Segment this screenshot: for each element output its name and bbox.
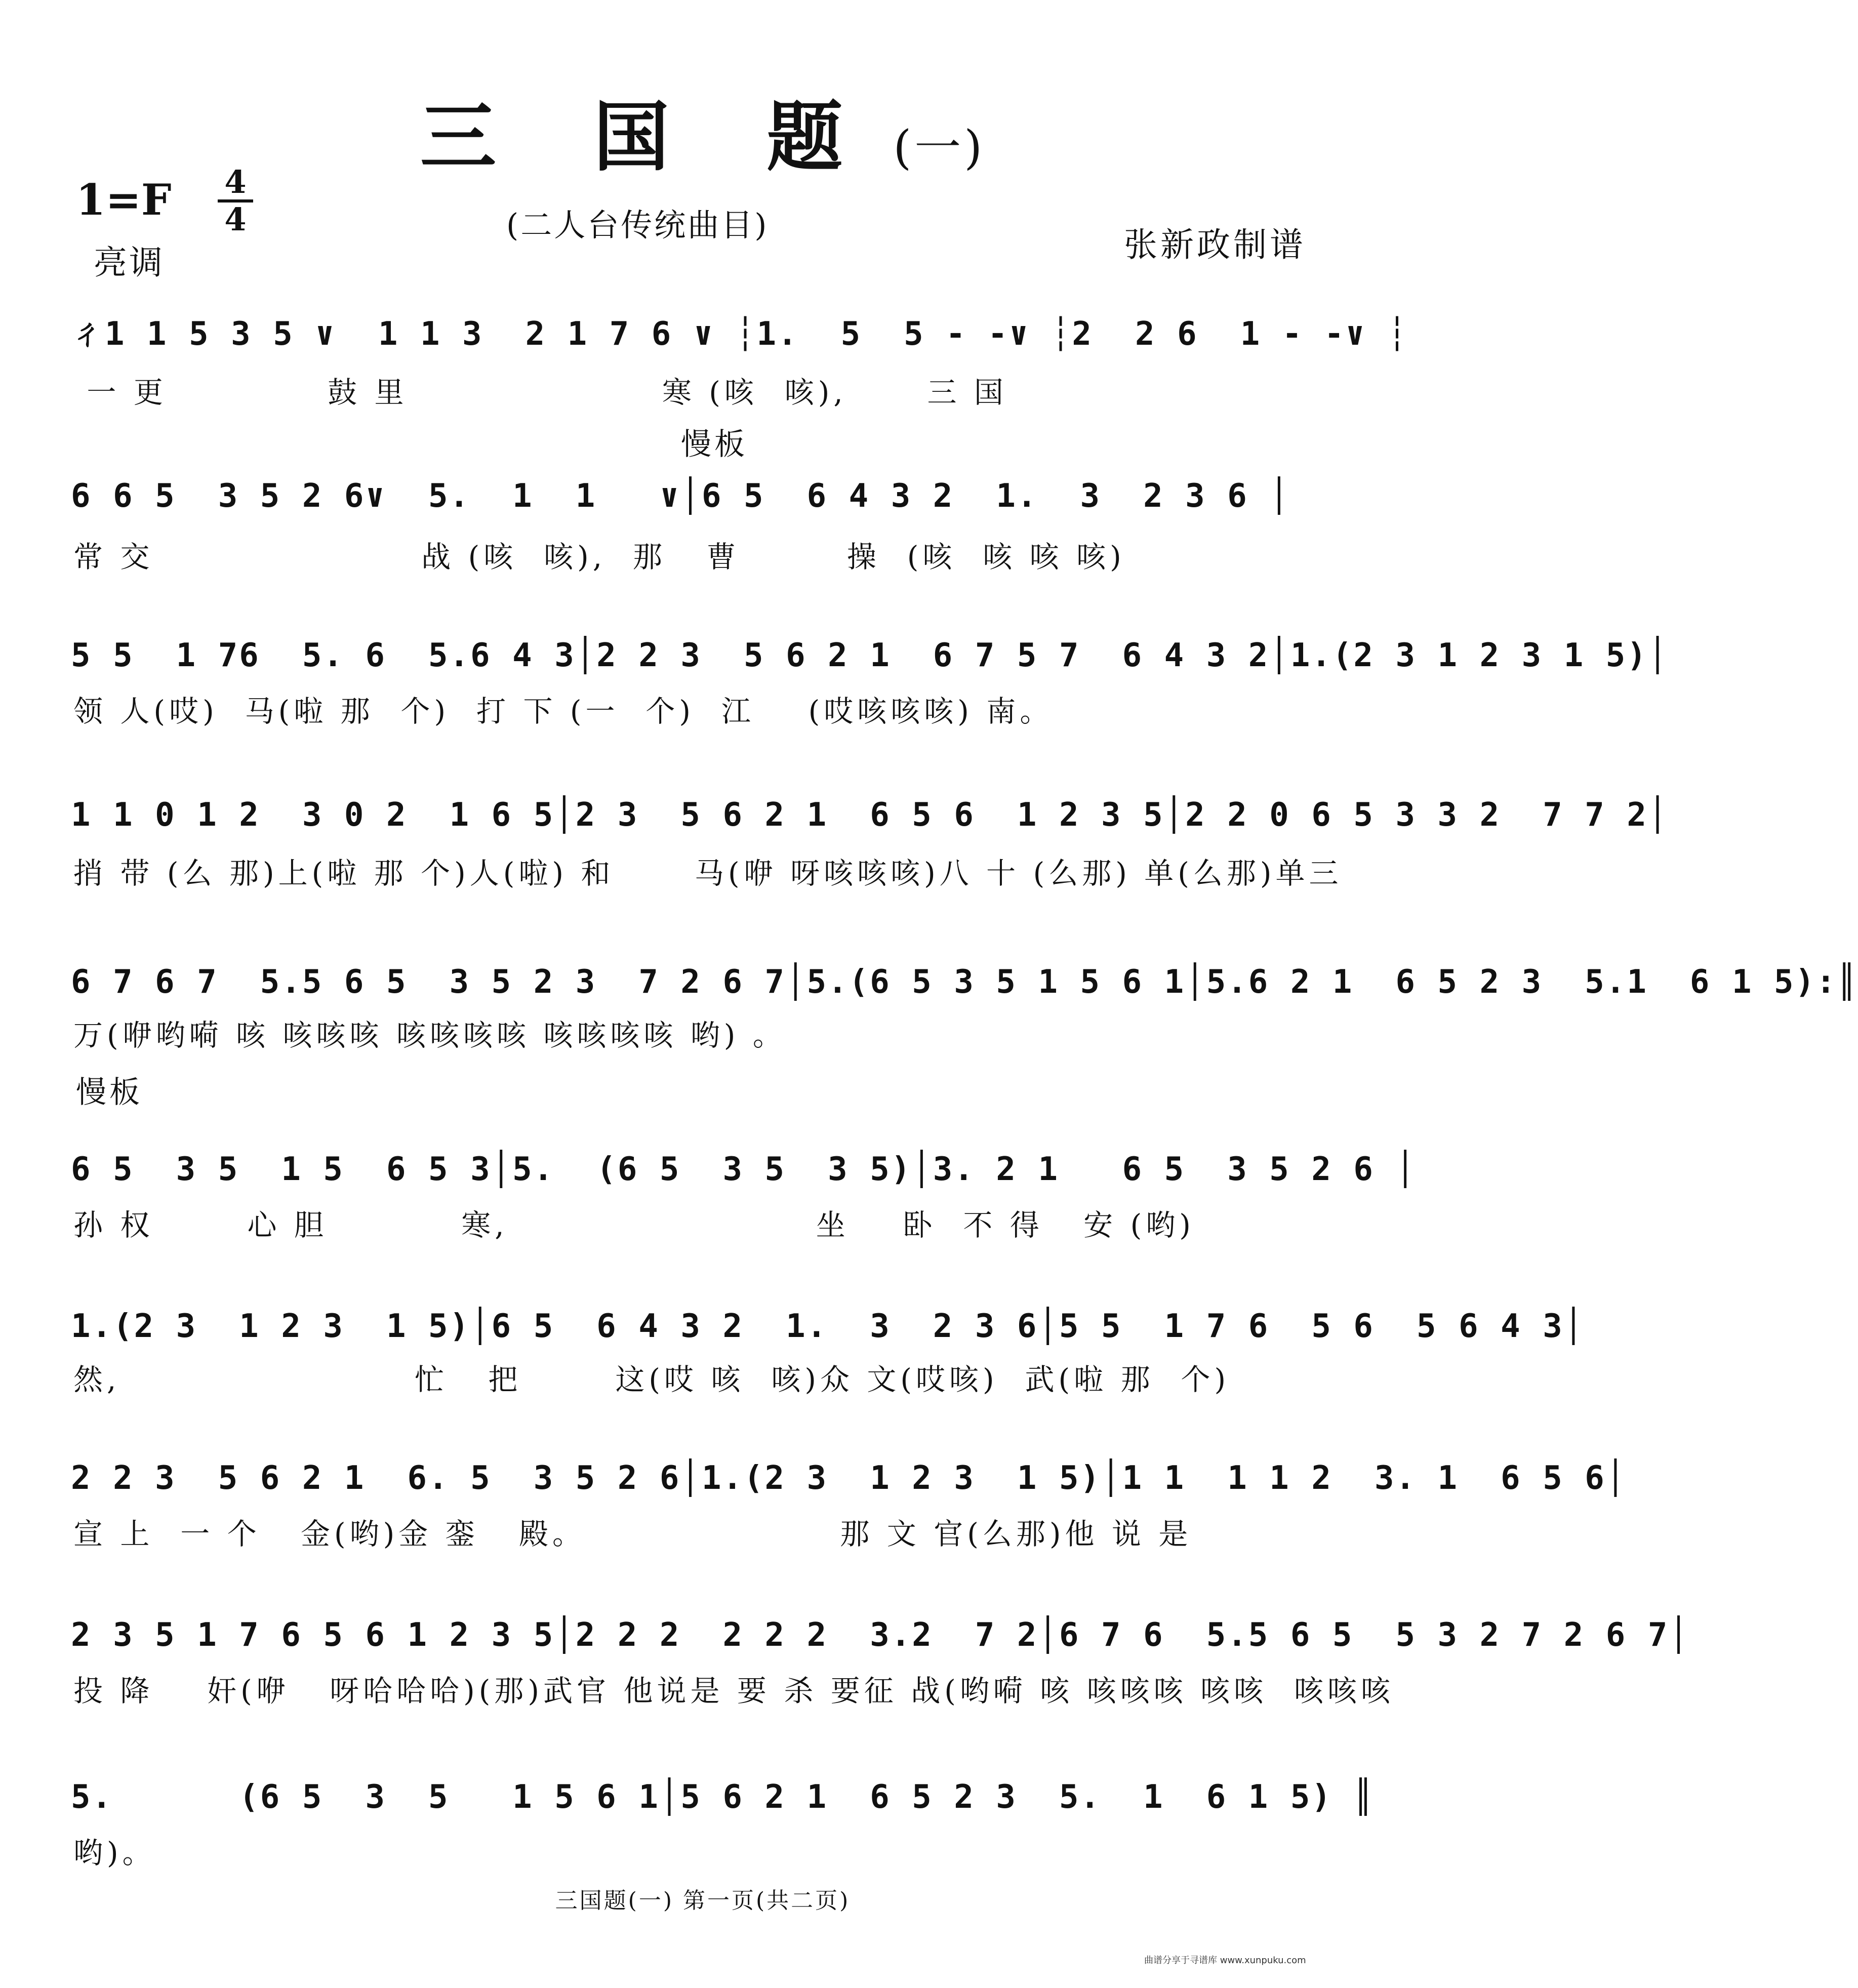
notation-line-8: 2 2 3 5 6 2 1 6. 5 3 5 2 6│1.(2 3 1 2 3 1 5)│1 1 1 1 2 3. 1 6 5 6│ [71, 1459, 1627, 1497]
meter-top: 4 [224, 164, 247, 200]
notation-line-6: 6 5 3 5 1 5 6 5 3│5. (6 5 3 5 3 5)│3. 2 1 6 5 3 5 2 6 │ [71, 1151, 1417, 1188]
page-footer: 三国题(一) 第一页(共二页) [555, 1888, 851, 1914]
notation-line-5: 6 7 6 7 5.5 6 5 3 5 2 3 7 2 6 7│5.(6 5 3 5 1 5 6 1│5.6 2 1 6 5 2 3 5.1 6 1 5):║ [71, 963, 1858, 1001]
tempo-mark-2: 慢板 [76, 1075, 143, 1110]
lyrics-line-2: 常 交 战 (咳 咳), 那 曹 操 (咳 咳 咳 咳) [73, 540, 1125, 574]
composer-credit: 张新政制谱 [1124, 225, 1306, 264]
notation-line-1: ㄔ1 1 5 3 5 ∨ 1 1 3 2 1 7 6 ∨ ┆1. 5 5 - -∨ ┆2 2 6 1 - -∨ ┆ [71, 315, 1408, 353]
notation-line-2: 6 6 5 3 5 2 6∨ 5. 1 1 ∨│6 5 6 4 3 2 1. 3 2 3 6 │ [71, 477, 1290, 515]
mode-label: 亮调 [94, 243, 165, 282]
notation-line-9: 2 3 5 1 7 6 5 6 1 2 3 5│2 2 2 2 2 2 3.2 7 2│6 7 6 5.5 6 5 5 3 2 7 2 6 7│ [71, 1616, 1690, 1654]
time-signature [218, 164, 253, 238]
notation-line-3: 5 5 1 76 5. 6 5.6 4 3│2 2 3 5 6 2 1 6 7 5 7 6 4 3 2│1.(2 3 1 2 3 1 5)│ [71, 637, 1669, 674]
lyrics-line-1: 一 更 鼓 里 寒 (咳 咳), 三 国 [73, 375, 1007, 410]
notation-line-10: 5. (6 5 3 5 1 5 6 1│5 6 2 1 6 5 2 3 5. 1 6 1 5) ║ [71, 1778, 1375, 1816]
meter-bottom: 4 [224, 201, 247, 238]
title-suffix: (一) [893, 120, 986, 175]
notation-line-7: 1.(2 3 1 2 3 1 5)│6 5 6 4 3 2 1. 3 2 3 6│5 5 1 7 6 5 6 5 6 4 3│ [71, 1308, 1585, 1345]
watermark: 曲谱分享于寻谱库 www.xunpuku.com [1144, 1955, 1306, 1966]
lyrics-line-10: 哟)。 [73, 1836, 156, 1870]
lyrics-line-9: 投 降 奸(咿 呀哈哈哈)(那)武官 他说是 要 杀 要征 战(哟嗬 咳 咳咳咳 咳咳 咳咳咳 [73, 1674, 1394, 1708]
subtitle: (二人台传统曲目) [506, 207, 769, 244]
title-text: 三 国 题 [420, 93, 878, 182]
lyrics-line-4: 捎 带 (么 那)上(啦 那 个)人(啦) 和 马(咿 呀咳咳咳)八 十 (么那) 单(么那)单三 [73, 856, 1343, 890]
key-signature: 1=F [76, 175, 172, 225]
lyrics-line-3: 领 人(哎) 马(啦 那 个) 打 下 (一 个) 江 (哎咳咳咳) 南。 [73, 694, 1054, 728]
notation-line-4: 1 1 0 1 2 3 0 2 1 6 5│2 3 5 6 2 1 6 5 6 1 2 3 5│2 2 0 6 5 3 3 2 7 7 2│ [71, 796, 1669, 834]
lyrics-line-7: 然, 忙 把 这(哎 咳 咳)众 文(哎咳) 武(啦 那 个) [73, 1362, 1230, 1397]
lyrics-line-6: 孙 权 心 胆 寒, 坐 卧 不 得 安 (哟) [73, 1208, 1195, 1242]
page-title [0, 76, 1405, 185]
tempo-mark-1: 慢板 [681, 427, 748, 462]
lyrics-line-5: 万(咿哟嗬 咳 咳咳咳 咳咳咳咳 咳咳咳咳 哟) 。 [73, 1018, 786, 1052]
lyrics-line-8: 宣 上 一 个 金(哟)金 銮 殿。 那 文 官(么那)他 说 是 [73, 1517, 1192, 1551]
